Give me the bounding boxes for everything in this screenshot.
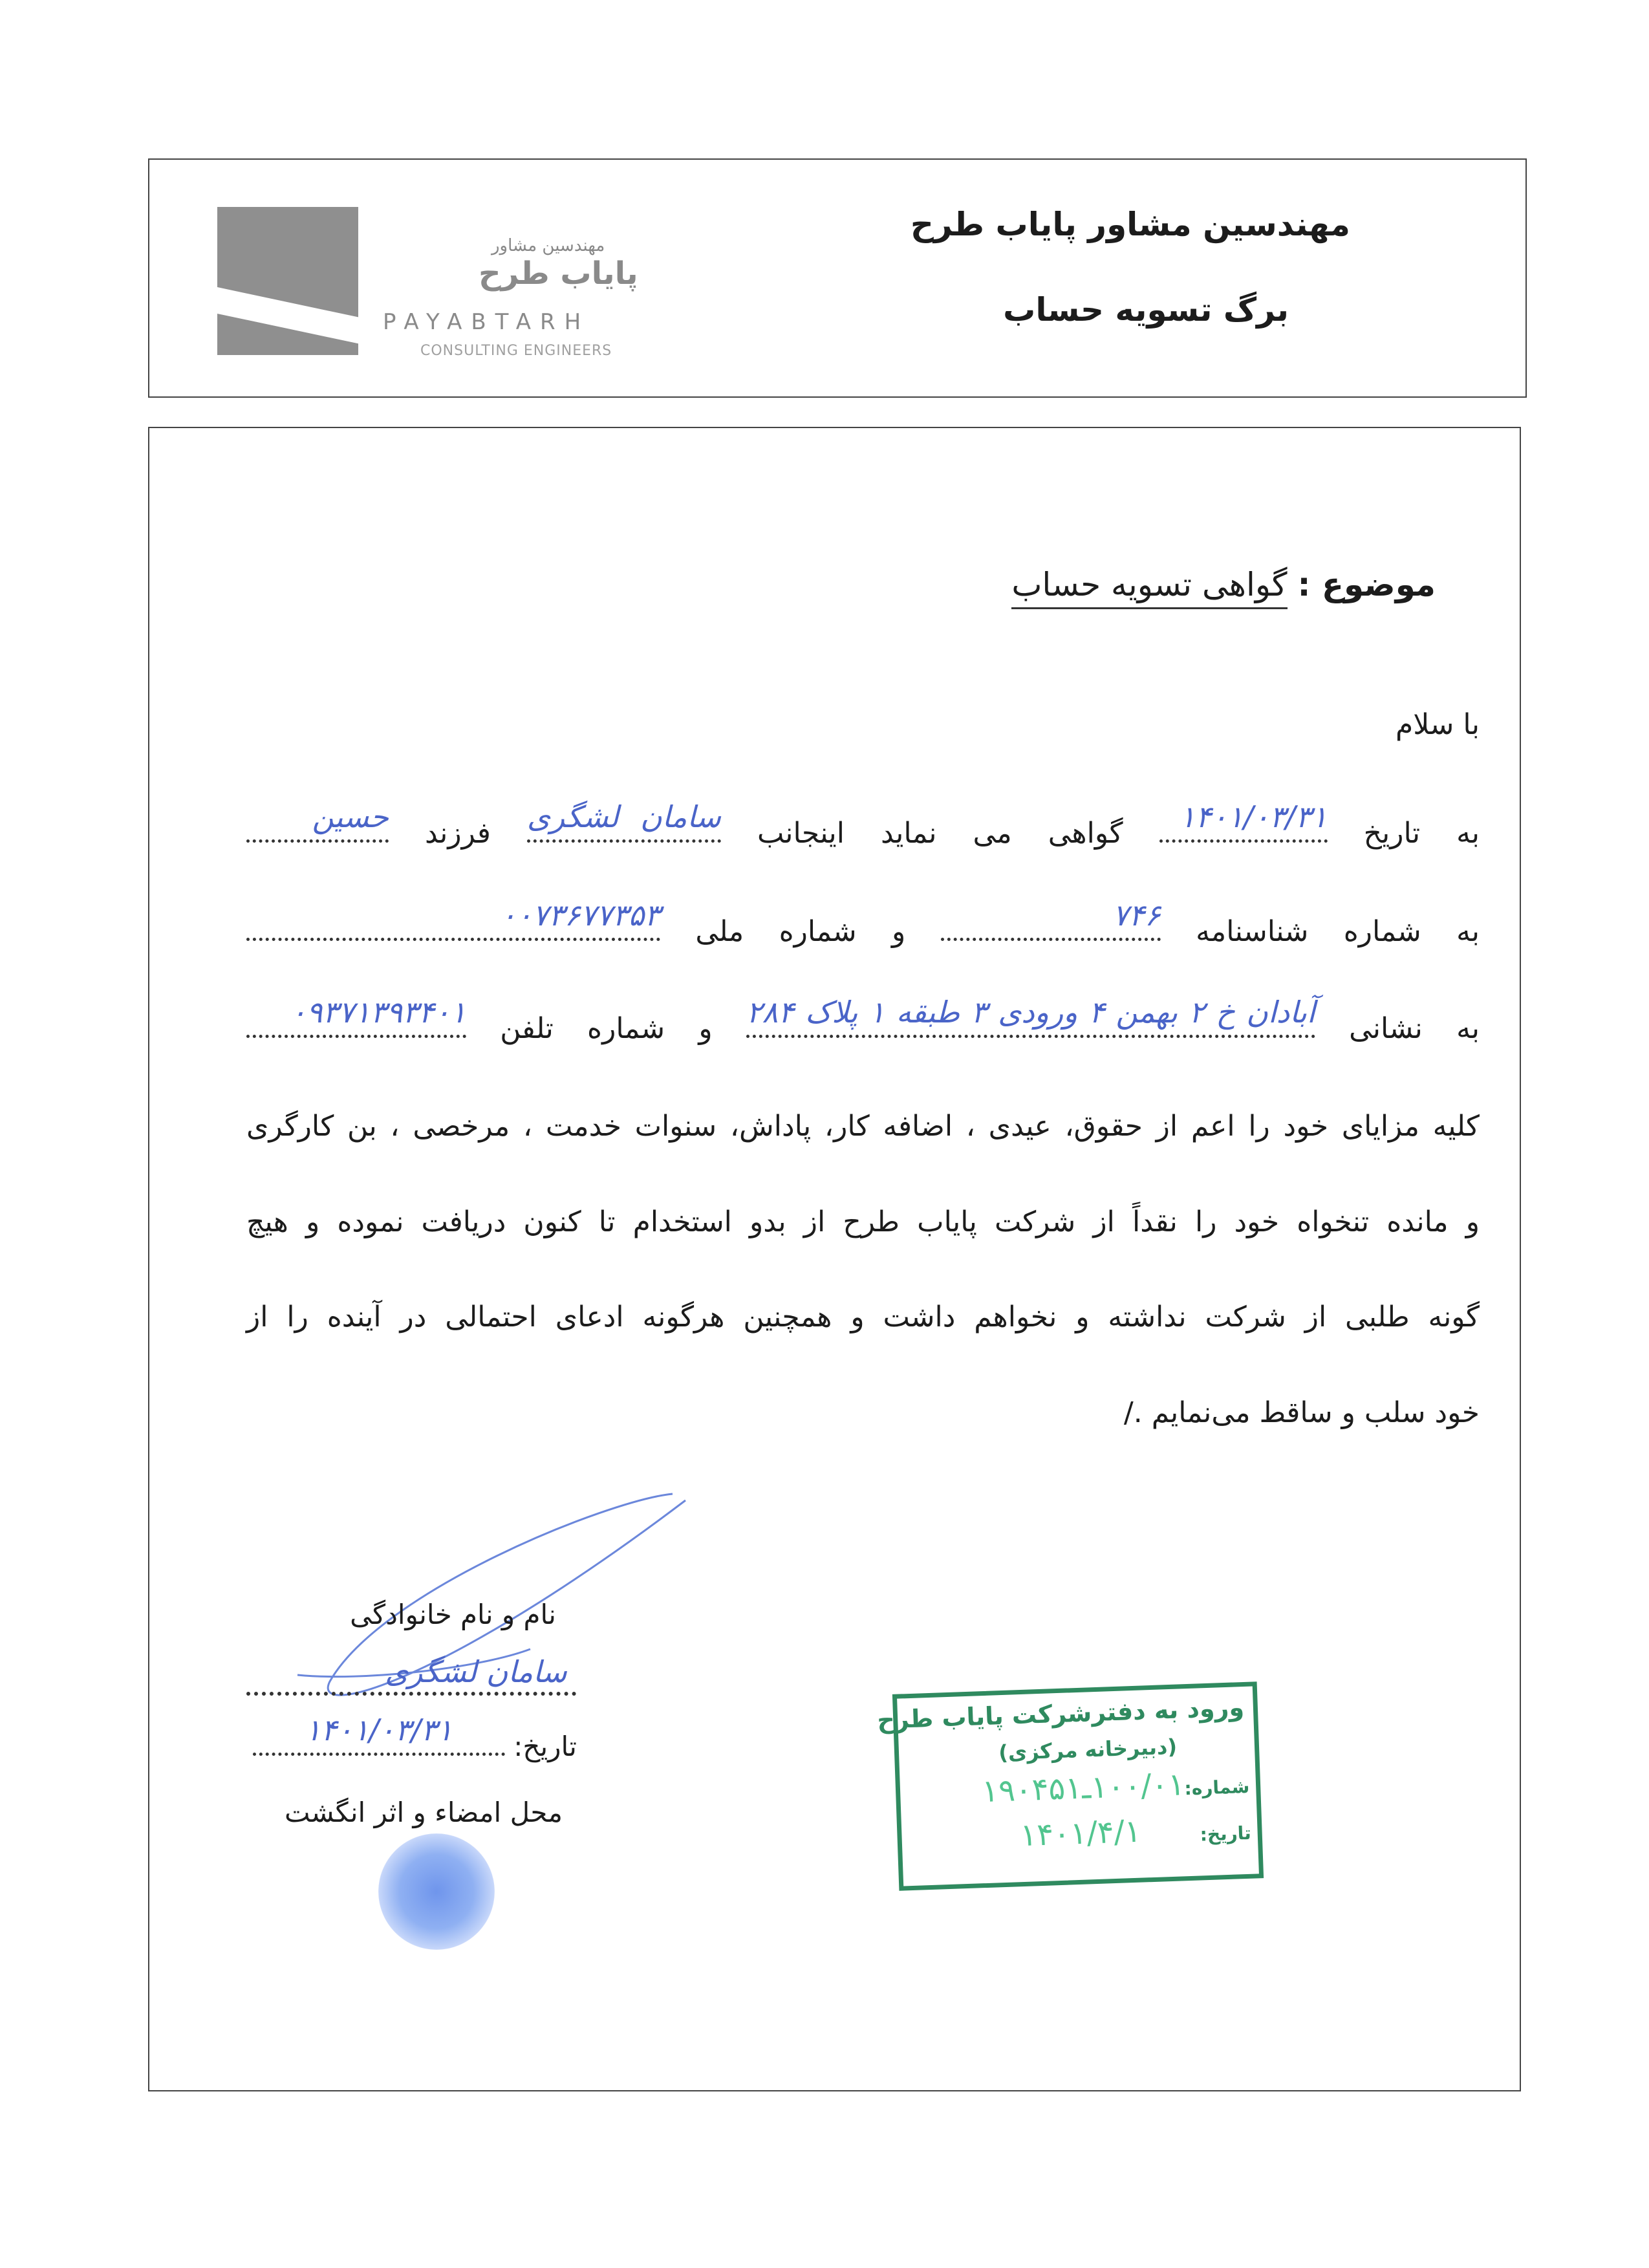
body-paragraph-line: کلیه مزایای خود را اعم از حقوق، عیدی ، اضافه کار، پاداش، سنوات خدمت ، مرخصی ، بن کارگری bbox=[246, 1110, 1480, 1143]
subject bbox=[1011, 566, 1436, 603]
label-id-number: به شماره شناسنامه bbox=[1196, 915, 1480, 948]
label-certifies: گواهی می نماید اینجانب bbox=[757, 817, 1123, 850]
id-number-value: ۷۴۶ bbox=[1112, 898, 1161, 933]
subject-text: گواهی تسویه حساب bbox=[1011, 566, 1287, 609]
logo-text-fa-small: مهندسین مشاور bbox=[491, 236, 605, 255]
sign-date-field[interactable] bbox=[253, 1712, 505, 1756]
label-date: به تاریخ bbox=[1363, 817, 1480, 850]
national-code-field[interactable] bbox=[246, 898, 660, 941]
date-value: ۱۴۰۱/۰۳/۳۱ bbox=[1179, 799, 1328, 834]
registry-stamp bbox=[876, 1681, 1264, 1890]
label-national-code: و شماره ملی bbox=[695, 915, 906, 948]
company-name: مهندسین مشاور پایاب طرح bbox=[910, 206, 1350, 243]
body-box bbox=[148, 427, 1521, 2091]
form-title: برگ تسویه حساب bbox=[1003, 291, 1289, 329]
date-field[interactable] bbox=[1159, 799, 1328, 843]
sign-date-label: تاریخ: bbox=[513, 1731, 577, 1762]
body-paragraph-line: و مانده تنخواه خود را نقداً از شرکت پایاب طرح از بدو استخدام تا کنون دریافت نموده و هیچ bbox=[246, 1205, 1480, 1238]
stamp-line1: ورود به دفترشرکت پایاب طرح bbox=[876, 1692, 1245, 1734]
form-line-date-name bbox=[246, 799, 1480, 850]
fingerprint bbox=[378, 1833, 495, 1950]
name-field[interactable] bbox=[526, 799, 721, 843]
company-logo-mark bbox=[217, 207, 358, 355]
national-code-value: ۰۰۷۳۶۷۷۳۵۳ bbox=[500, 898, 660, 933]
sign-name-field[interactable] bbox=[246, 1654, 576, 1696]
phone-value: ۰۹۳۷۱۳۹۳۴۰۱ bbox=[290, 995, 466, 1030]
subject-label: موضوع : bbox=[1297, 566, 1436, 603]
address-field[interactable] bbox=[746, 995, 1315, 1038]
father-field[interactable] bbox=[246, 799, 389, 843]
address-value: آبادان خ ۲ بهمن ۴ ورودی ۳ طبقه ۱ پلاک ۲۸۴ bbox=[746, 995, 1315, 1030]
stamp-number: ۱۰۰/۰۱ـ۱۹۰۴۵۱ bbox=[981, 1766, 1185, 1810]
label-address: به نشانی bbox=[1349, 1012, 1480, 1045]
phone-field[interactable] bbox=[246, 995, 466, 1038]
body-paragraph-line: خود سلب و ساقط می‌نمایم ./ bbox=[1123, 1396, 1480, 1429]
logo-text-subtitle: CONSULTING ENGINEERS bbox=[420, 343, 612, 359]
label-phone: و شماره تلفن bbox=[500, 1012, 713, 1045]
sign-date-value: ۱۴۰۱/۰۳/۳۱ bbox=[305, 1712, 453, 1747]
father-value: حسین bbox=[312, 799, 389, 834]
sign-date-row bbox=[253, 1712, 577, 1762]
stamp-line2: (دبیرخانه مرکزی) bbox=[998, 1734, 1178, 1766]
name-value: سامان لشگری bbox=[526, 799, 721, 834]
logo-text-fa: پایاب طرح bbox=[479, 255, 638, 292]
name-label: نام و نام خانوادگی bbox=[350, 1599, 556, 1630]
sign-place-label: محل امضاء و اثر انگشت bbox=[284, 1797, 563, 1828]
sign-name-value: سامان لشگری bbox=[385, 1654, 567, 1689]
label-father: فرزند bbox=[425, 817, 491, 850]
form-line-id bbox=[246, 898, 1480, 948]
body-paragraph-line: گونه طلبی از شرکت نداشته و نخواهم داشت و همچنین هرگونه ادعای احتمالی در آینده را از bbox=[246, 1301, 1480, 1334]
form-line-address bbox=[246, 995, 1480, 1045]
stamp-number-label: شماره: bbox=[1183, 1775, 1250, 1800]
stamp-date-label: تاریخ: bbox=[1200, 1822, 1252, 1846]
id-number-field[interactable] bbox=[941, 898, 1161, 941]
stamp-date: ۱۴۰۱/۴/۱ bbox=[1019, 1813, 1142, 1854]
greeting: با سلام bbox=[1395, 708, 1480, 741]
logo-text-en: PAYABTARH bbox=[383, 309, 590, 335]
